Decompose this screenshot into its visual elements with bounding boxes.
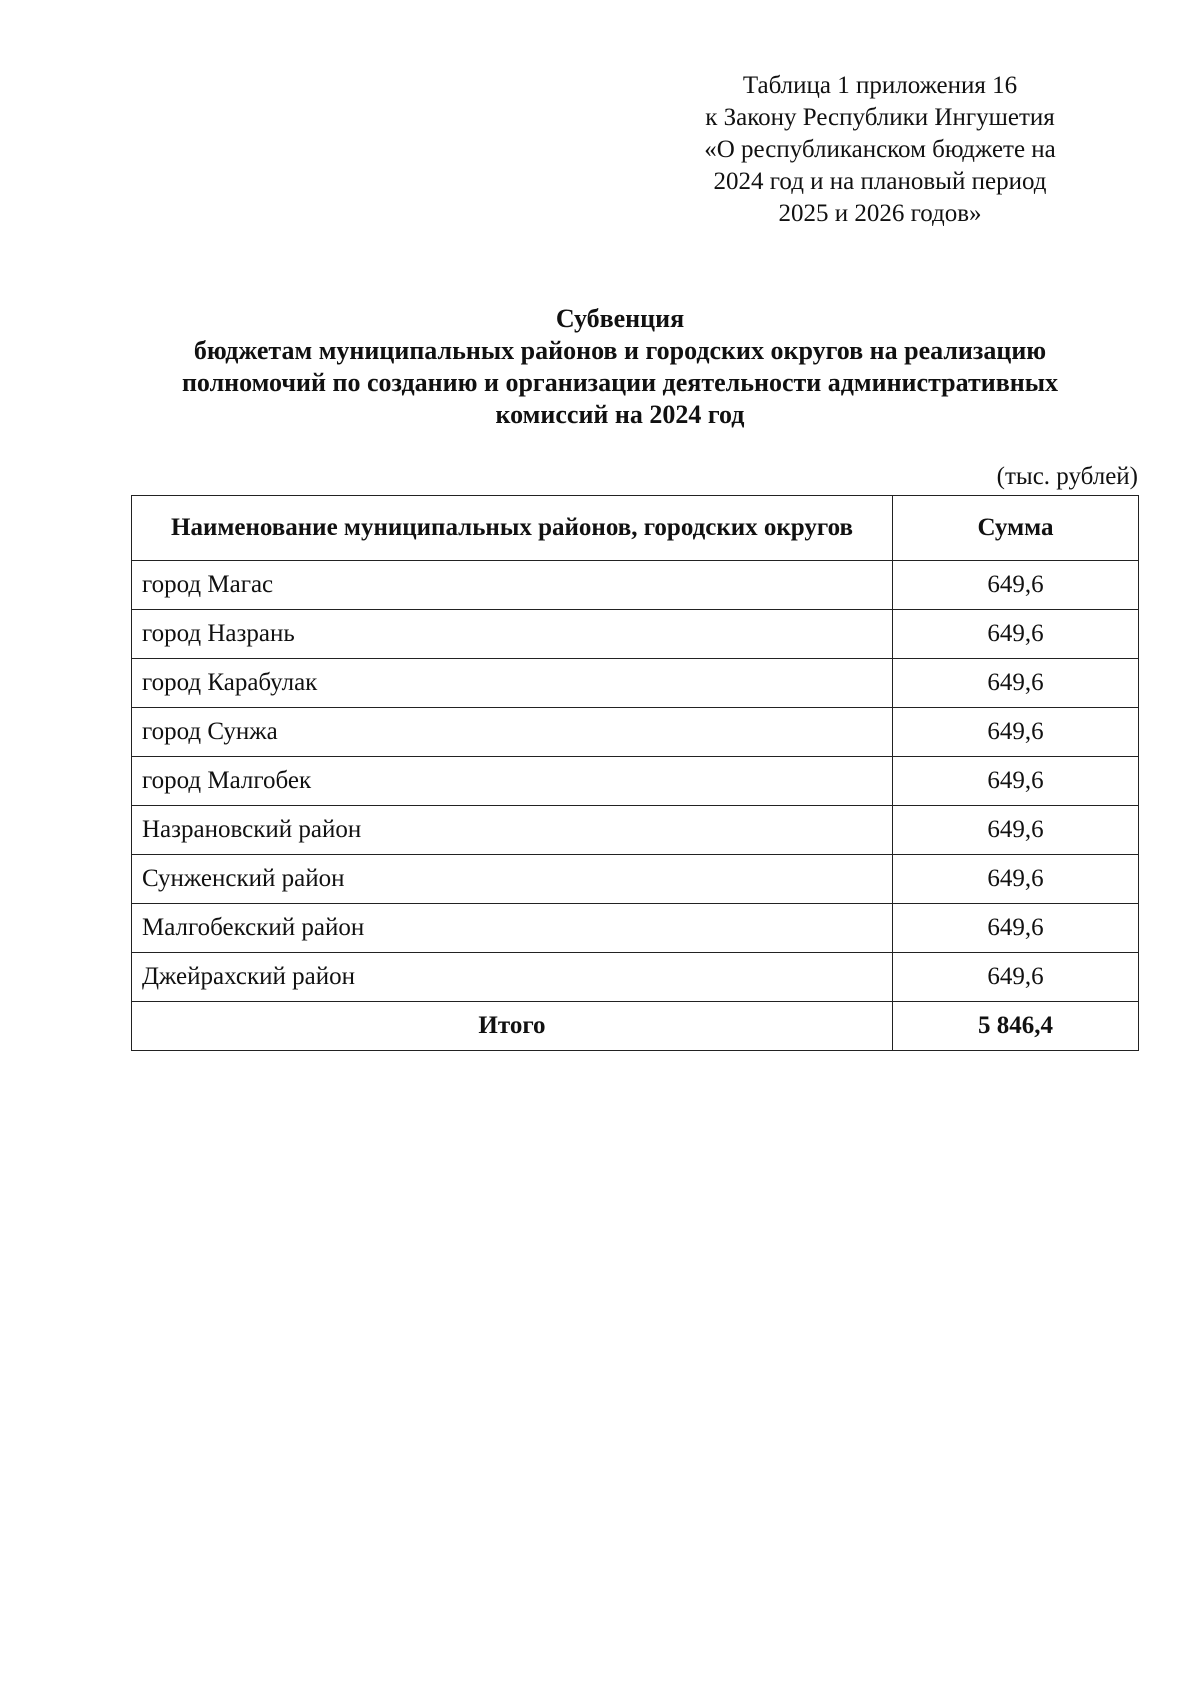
table-row [132, 806, 1139, 855]
document-title [100, 303, 1140, 431]
municipality-name: город Магас [132, 561, 893, 610]
municipality-amount: 649,6 [893, 708, 1139, 757]
appendix-line: Таблица 1 приложения 16 [742, 72, 1018, 99]
header-amount-column: Сумма [893, 496, 1139, 561]
subvention-table [131, 495, 1139, 1051]
municipality-amount: 649,6 [893, 953, 1139, 1002]
appendix-line: 2024 год и на плановый период [713, 168, 1047, 195]
appendix-header-note [660, 70, 1100, 230]
table-row [132, 757, 1139, 806]
municipality-amount: 649,6 [893, 610, 1139, 659]
table-row [132, 904, 1139, 953]
municipality-amount: 649,6 [893, 904, 1139, 953]
title-line: бюджетам муниципальных районов и городских округов на реализацию [193, 336, 1047, 365]
total-label: Итого [132, 1002, 893, 1051]
municipality-name: город Назрань [132, 610, 893, 659]
municipality-amount: 649,6 [893, 561, 1139, 610]
table-row [132, 561, 1139, 610]
total-row [132, 1002, 1139, 1051]
appendix-line: «О республиканском бюджете на [704, 136, 1056, 163]
table-row [132, 708, 1139, 757]
municipality-name: город Карабулак [132, 659, 893, 708]
municipality-name: город Сунжа [132, 708, 893, 757]
appendix-line: к Закону Республики Ингушетия [705, 104, 1055, 131]
table-row [132, 610, 1139, 659]
title-line: полномочий по созданию и организации деятельности административных [181, 368, 1059, 397]
table-row [132, 659, 1139, 708]
municipality-amount: 649,6 [893, 659, 1139, 708]
municipality-name: Малгобекский район [132, 904, 893, 953]
title-line: Субвенция [555, 304, 685, 333]
table-row [132, 855, 1139, 904]
appendix-line: 2025 и 2026 годов» [778, 200, 982, 227]
units-label: (тыс. рублей) [996, 463, 1138, 490]
municipality-name: Назрановский район [132, 806, 893, 855]
municipality-name: Джейрахский район [132, 953, 893, 1002]
municipality-amount: 649,6 [893, 806, 1139, 855]
municipality-name: город Малгобек [132, 757, 893, 806]
municipality-amount: 649,6 [893, 757, 1139, 806]
total-amount: 5 846,4 [893, 1002, 1139, 1051]
header-name-column: Наименование муниципальных районов, городских округов [132, 496, 893, 561]
municipality-amount: 649,6 [893, 855, 1139, 904]
title-line: комиссий на 2024 год [495, 400, 745, 429]
municipality-name: Сунженский район [132, 855, 893, 904]
table-header-row [132, 496, 1139, 561]
table-row [132, 953, 1139, 1002]
